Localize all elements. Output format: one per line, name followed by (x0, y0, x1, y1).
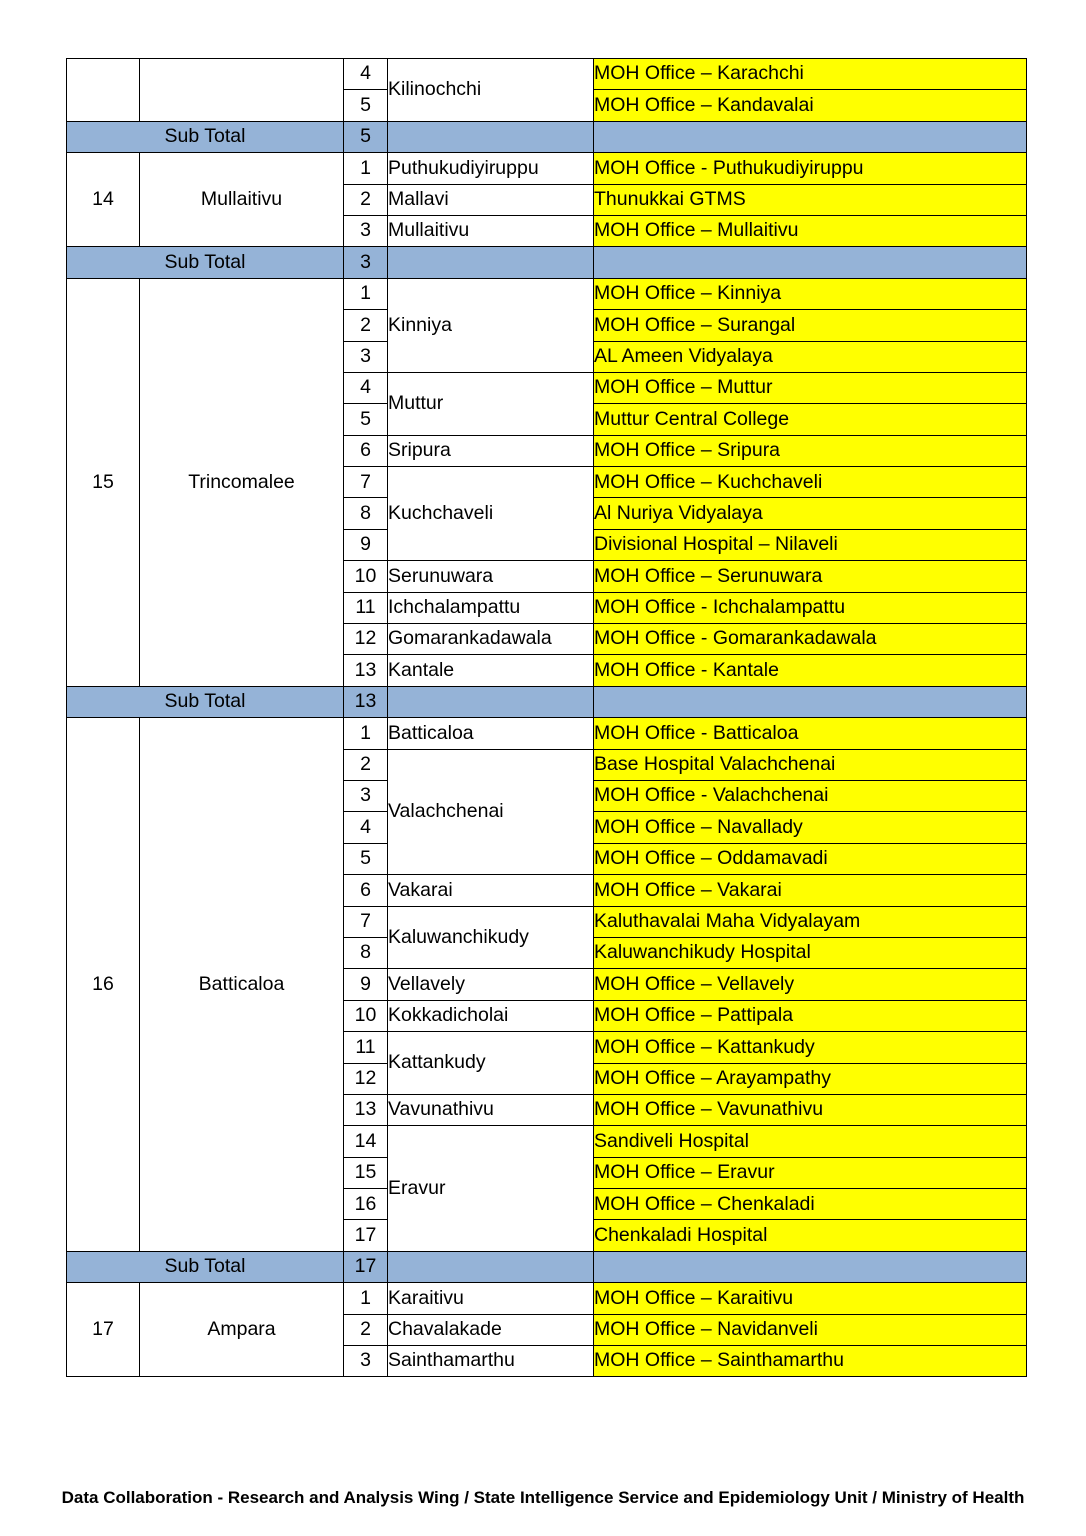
sub-total-empty-cell (388, 247, 594, 278)
centre-index: 2 (344, 310, 388, 341)
district-name: Trincomalee (140, 278, 344, 686)
moh-area: Chavalakade (388, 1314, 594, 1345)
centre-index: 7 (344, 467, 388, 498)
vaccination-centre: MOH Office - Puthukudiyiruppu (594, 153, 1027, 184)
centre-index: 13 (344, 655, 388, 686)
district-number: 14 (67, 153, 140, 247)
sub-total-row (67, 247, 1027, 278)
district-name: Ampara (140, 1283, 344, 1377)
centre-index: 3 (344, 215, 388, 246)
vaccination-centre: MOH Office – Eravur (594, 1157, 1027, 1188)
centre-index: 1 (344, 1283, 388, 1314)
sub-total-empty-cell (388, 686, 594, 717)
vaccination-centre: MOH Office - Valachchenai (594, 780, 1027, 811)
vaccination-centre: MOH Office – Mullaitivu (594, 215, 1027, 246)
vaccination-centre: MOH Office – Sainthamarthu (594, 1346, 1027, 1377)
vaccination-centre: MOH Office – Oddamavadi (594, 843, 1027, 874)
centre-index: 11 (344, 592, 388, 623)
centre-index: 1 (344, 718, 388, 749)
vaccination-centre: MOH Office – Vavunathivu (594, 1094, 1027, 1125)
district-name (140, 59, 344, 122)
moh-area: Serunuwara (388, 561, 594, 592)
vaccination-centre: Muttur Central College (594, 404, 1027, 435)
vaccination-centre: MOH Office – Kinniya (594, 278, 1027, 309)
moh-area: Kokkadicholai (388, 1000, 594, 1031)
moh-area: Kattankudy (388, 1032, 594, 1095)
page-footer: Data Collaboration - Research and Analysis Wing / State Intelligence Service and Epidemiology Unit / Ministry of Health (61, 1488, 1025, 1507)
centre-index: 4 (344, 59, 388, 90)
moh-area: Sripura (388, 435, 594, 466)
table-body (67, 59, 1027, 1377)
centre-index: 6 (344, 875, 388, 906)
sub-total-label: Sub Total (67, 1251, 344, 1282)
centre-index: 1 (344, 278, 388, 309)
centre-index: 2 (344, 749, 388, 780)
vaccination-centre: Sandiveli Hospital (594, 1126, 1027, 1157)
sub-total-empty-cell (388, 1251, 594, 1282)
centre-index: 7 (344, 906, 388, 937)
moh-area: Batticaloa (388, 718, 594, 749)
vaccination-centre: MOH Office – Pattipala (594, 1000, 1027, 1031)
moh-area: Kantale (388, 655, 594, 686)
moh-area: Kaluwanchikudy (388, 906, 594, 969)
moh-area: Mullaitivu (388, 215, 594, 246)
centre-index: 14 (344, 1126, 388, 1157)
centre-index: 9 (344, 969, 388, 1000)
district-number: 17 (67, 1283, 140, 1377)
sub-total-label: Sub Total (67, 247, 344, 278)
vaccination-centre: Chenkaladi Hospital (594, 1220, 1027, 1251)
vaccination-centre: MOH Office - Kantale (594, 655, 1027, 686)
vaccination-centre: MOH Office – Vellavely (594, 969, 1027, 1000)
sub-total-label: Sub Total (67, 686, 344, 717)
vaccination-centre: MOH Office – Sripura (594, 435, 1027, 466)
sub-total-row (67, 1251, 1027, 1282)
centre-index: 5 (344, 404, 388, 435)
centre-index: 3 (344, 341, 388, 372)
table-row (67, 1283, 1027, 1314)
moh-area: Kinniya (388, 278, 594, 372)
vaccination-centre: MOH Office – Kattankudy (594, 1032, 1027, 1063)
sub-total-empty-cell (594, 121, 1027, 152)
vaccination-centre: MOH Office – Karaitivu (594, 1283, 1027, 1314)
vaccination-centre: MOH Office – Kuchchaveli (594, 467, 1027, 498)
vaccination-centre: MOH Office – Vakarai (594, 875, 1027, 906)
moh-area: Eravur (388, 1126, 594, 1252)
centre-index: 13 (344, 1094, 388, 1125)
sub-total-value: 3 (344, 247, 388, 278)
vaccination-centre: MOH Office - Gomarankadawala (594, 624, 1027, 655)
centre-index: 10 (344, 1000, 388, 1031)
vaccination-centre: Kaluwanchikudy Hospital (594, 937, 1027, 968)
vaccination-centre: Base Hospital Valachchenai (594, 749, 1027, 780)
vaccination-centre: MOH Office – Arayampathy (594, 1063, 1027, 1094)
moh-area: Mallavi (388, 184, 594, 215)
centre-index: 15 (344, 1157, 388, 1188)
centre-index: 8 (344, 498, 388, 529)
centre-index: 1 (344, 153, 388, 184)
centre-index: 16 (344, 1189, 388, 1220)
moh-area: Kilinochchi (388, 59, 594, 122)
vaccination-centre: MOH Office – Muttur (594, 372, 1027, 403)
vaccination-centre: MOH Office – Navallady (594, 812, 1027, 843)
district-name: Mullaitivu (140, 153, 344, 247)
centre-index: 2 (344, 1314, 388, 1345)
sub-total-row (67, 121, 1027, 152)
centre-index: 8 (344, 937, 388, 968)
sub-total-empty-cell (594, 247, 1027, 278)
vaccination-centre: Kaluthavalai Maha Vidyalayam (594, 906, 1027, 937)
table-row (67, 278, 1027, 309)
district-name: Batticaloa (140, 718, 344, 1252)
centre-index: 3 (344, 1346, 388, 1377)
centre-index: 6 (344, 435, 388, 466)
vaccination-centre: Al Nuriya Vidyalaya (594, 498, 1027, 529)
vaccination-centre: MOH Office – Karachchi (594, 59, 1027, 90)
centre-index: 17 (344, 1220, 388, 1251)
centre-index: 12 (344, 624, 388, 655)
sub-total-value: 5 (344, 121, 388, 152)
centre-index: 2 (344, 184, 388, 215)
sub-total-label: Sub Total (67, 121, 344, 152)
centre-index: 9 (344, 529, 388, 560)
centre-index: 10 (344, 561, 388, 592)
vaccination-centre: MOH Office - Batticaloa (594, 718, 1027, 749)
vaccination-centre: MOH Office – Surangal (594, 310, 1027, 341)
vaccination-centre: AL Ameen Vidyalaya (594, 341, 1027, 372)
district-number: 15 (67, 278, 140, 686)
sub-total-value: 13 (344, 686, 388, 717)
sub-total-empty-cell (594, 1251, 1027, 1282)
district-number (67, 59, 140, 122)
moh-area: Kuchchaveli (388, 467, 594, 561)
moh-area: Karaitivu (388, 1283, 594, 1314)
centre-index: 4 (344, 812, 388, 843)
vaccination-centre: MOH Office - Ichchalampattu (594, 592, 1027, 623)
table-row (67, 153, 1027, 184)
sub-total-value: 17 (344, 1251, 388, 1282)
centre-index: 12 (344, 1063, 388, 1094)
vaccination-centre: Thunukkai GTMS (594, 184, 1027, 215)
moh-area: Muttur (388, 372, 594, 435)
moh-area: Vellavely (388, 969, 594, 1000)
sub-total-empty-cell (388, 121, 594, 152)
moh-area: Puthukudiyiruppu (388, 153, 594, 184)
table-row (67, 59, 1027, 90)
centre-index: 11 (344, 1032, 388, 1063)
table-row (67, 718, 1027, 749)
moh-area: Vavunathivu (388, 1094, 594, 1125)
vaccination-centre: MOH Office – Kandavalai (594, 90, 1027, 121)
vaccination-centre: Divisional Hospital – Nilaveli (594, 529, 1027, 560)
moh-area: Ichchalampattu (388, 592, 594, 623)
moh-area: Valachchenai (388, 749, 594, 875)
district-number: 16 (67, 718, 140, 1252)
sub-total-empty-cell (594, 686, 1027, 717)
vaccination-centres-table (66, 58, 1027, 1377)
vaccination-centre: MOH Office – Serunuwara (594, 561, 1027, 592)
centre-index: 4 (344, 372, 388, 403)
sub-total-row (67, 686, 1027, 717)
vaccination-centre: MOH Office – Chenkaladi (594, 1189, 1027, 1220)
vaccination-centre: MOH Office – Navidanveli (594, 1314, 1027, 1345)
moh-area: Sainthamarthu (388, 1346, 594, 1377)
moh-area: Vakarai (388, 875, 594, 906)
moh-area: Gomarankadawala (388, 624, 594, 655)
centre-index: 5 (344, 843, 388, 874)
centre-index: 3 (344, 780, 388, 811)
centre-index: 5 (344, 90, 388, 121)
